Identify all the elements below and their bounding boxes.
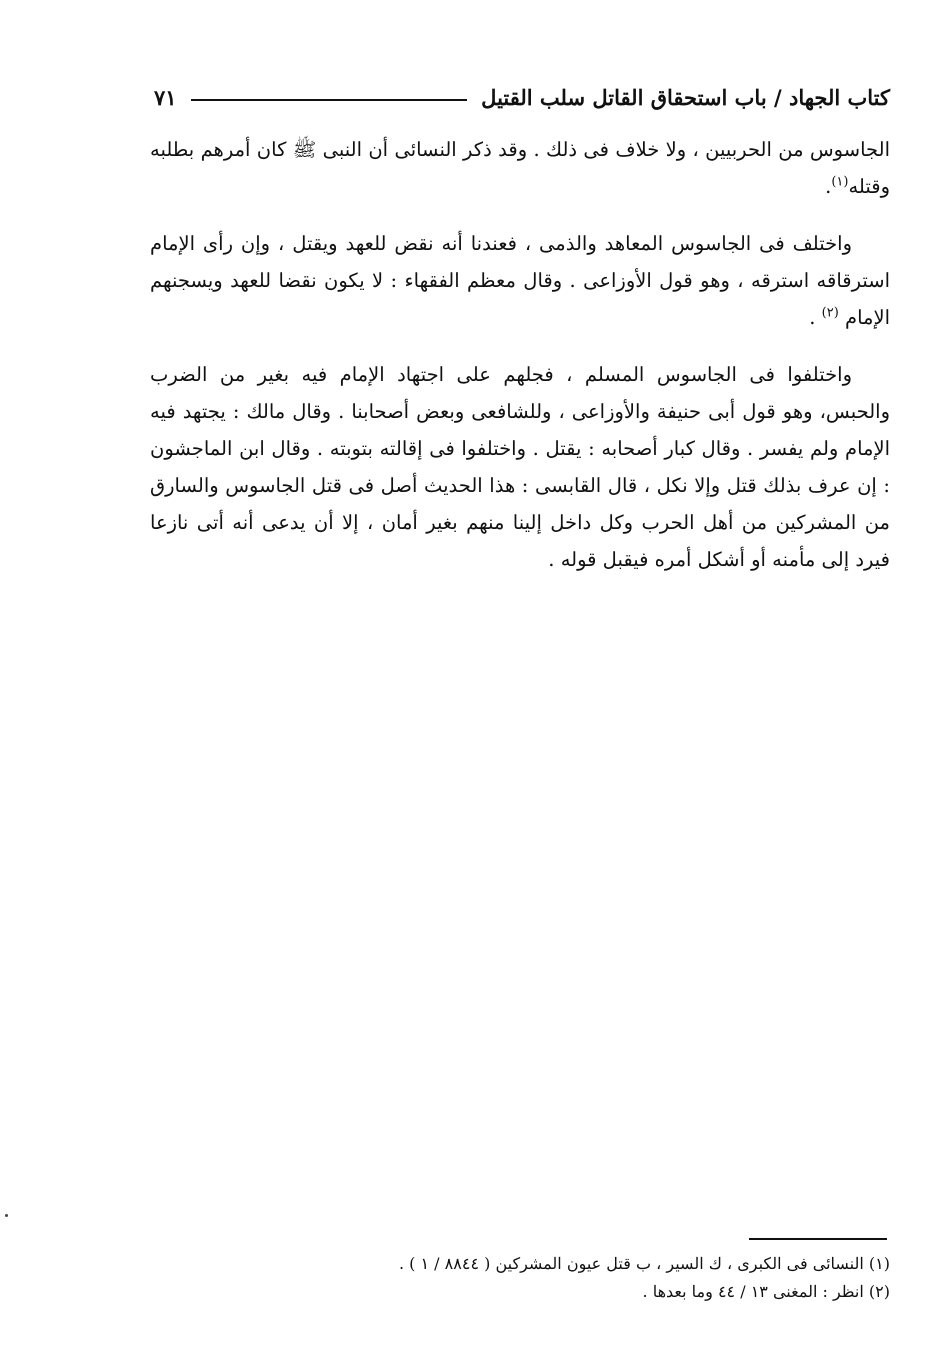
margin-mark <box>5 1214 8 1217</box>
paragraph-end: . <box>825 175 832 198</box>
paragraph-text: واختلف فى الجاسوس المعاهد والذمى ، فعندنا أنه نقض للعهد ويقتل ، وإن رأى الإمام استرقاقه استرقه ، وهو قول الأوزاعى . وقال معظم الفقهاء : لا يكون نقضا للعهد ويسجنهم الإمام <box>150 232 890 329</box>
paragraph-end: . <box>809 306 822 329</box>
paragraph <box>150 225 890 336</box>
paragraph <box>150 356 890 578</box>
chapter-title: كتاب الجهاد / باب استحقاق القاتل سلب القتيل <box>481 84 890 110</box>
footnotes <box>150 1250 890 1306</box>
page-number: ٧١ <box>154 84 177 110</box>
running-header <box>150 80 890 114</box>
paragraph <box>150 131 890 205</box>
header-rule <box>191 99 468 101</box>
footnote: (٢) انظر : المغنى ١٣ / ٤٤ وما بعدها . <box>642 1282 890 1301</box>
footnote-ref: (٢) <box>821 305 839 321</box>
paragraph-text: الجاسوس من الحربيين ، ولا خلاف فى ذلك . وقد ذكر النسائى أن النبى ﷺ كان أمرهم بطلبه وقتله <box>150 138 890 198</box>
footnote-ref: (١) <box>831 174 849 190</box>
footnote: (١) النسائى فى الكبرى ، ك السير ، ب قتل عيون المشركين ( ٨٨٤٤ / ١ ) . <box>399 1254 890 1273</box>
paragraph-text: واختلفوا فى الجاسوس المسلم ، فجلهم على اجتهاد الإمام فيه بغير من الضرب والحبس، وهو قول أبى حنيفة والأوزاعى ، وللشافعى وبعض أصحابنا . وقال مالك : يجتهد فيه الإمام ولم يفسر . وقال كبار أصحابه : يقتل . واختلفوا فى إقالته بتوبته . وقال ابن الماجشون : إن عرف بذلك قتل وإلا نكل ، قال القابسى : هذا الحديث أصل فى قتل الجاسوس والسارق من المشركين من أهل الحرب وكل داخل إلينا منهم بغير أمان ، إلا أن يدعى أنه أتى نازعا فيرد إلى مأمنه أو أشكل أمره فيقبل قوله . <box>150 363 890 571</box>
footnote-rule <box>749 1238 887 1240</box>
main-text <box>150 131 890 598</box>
